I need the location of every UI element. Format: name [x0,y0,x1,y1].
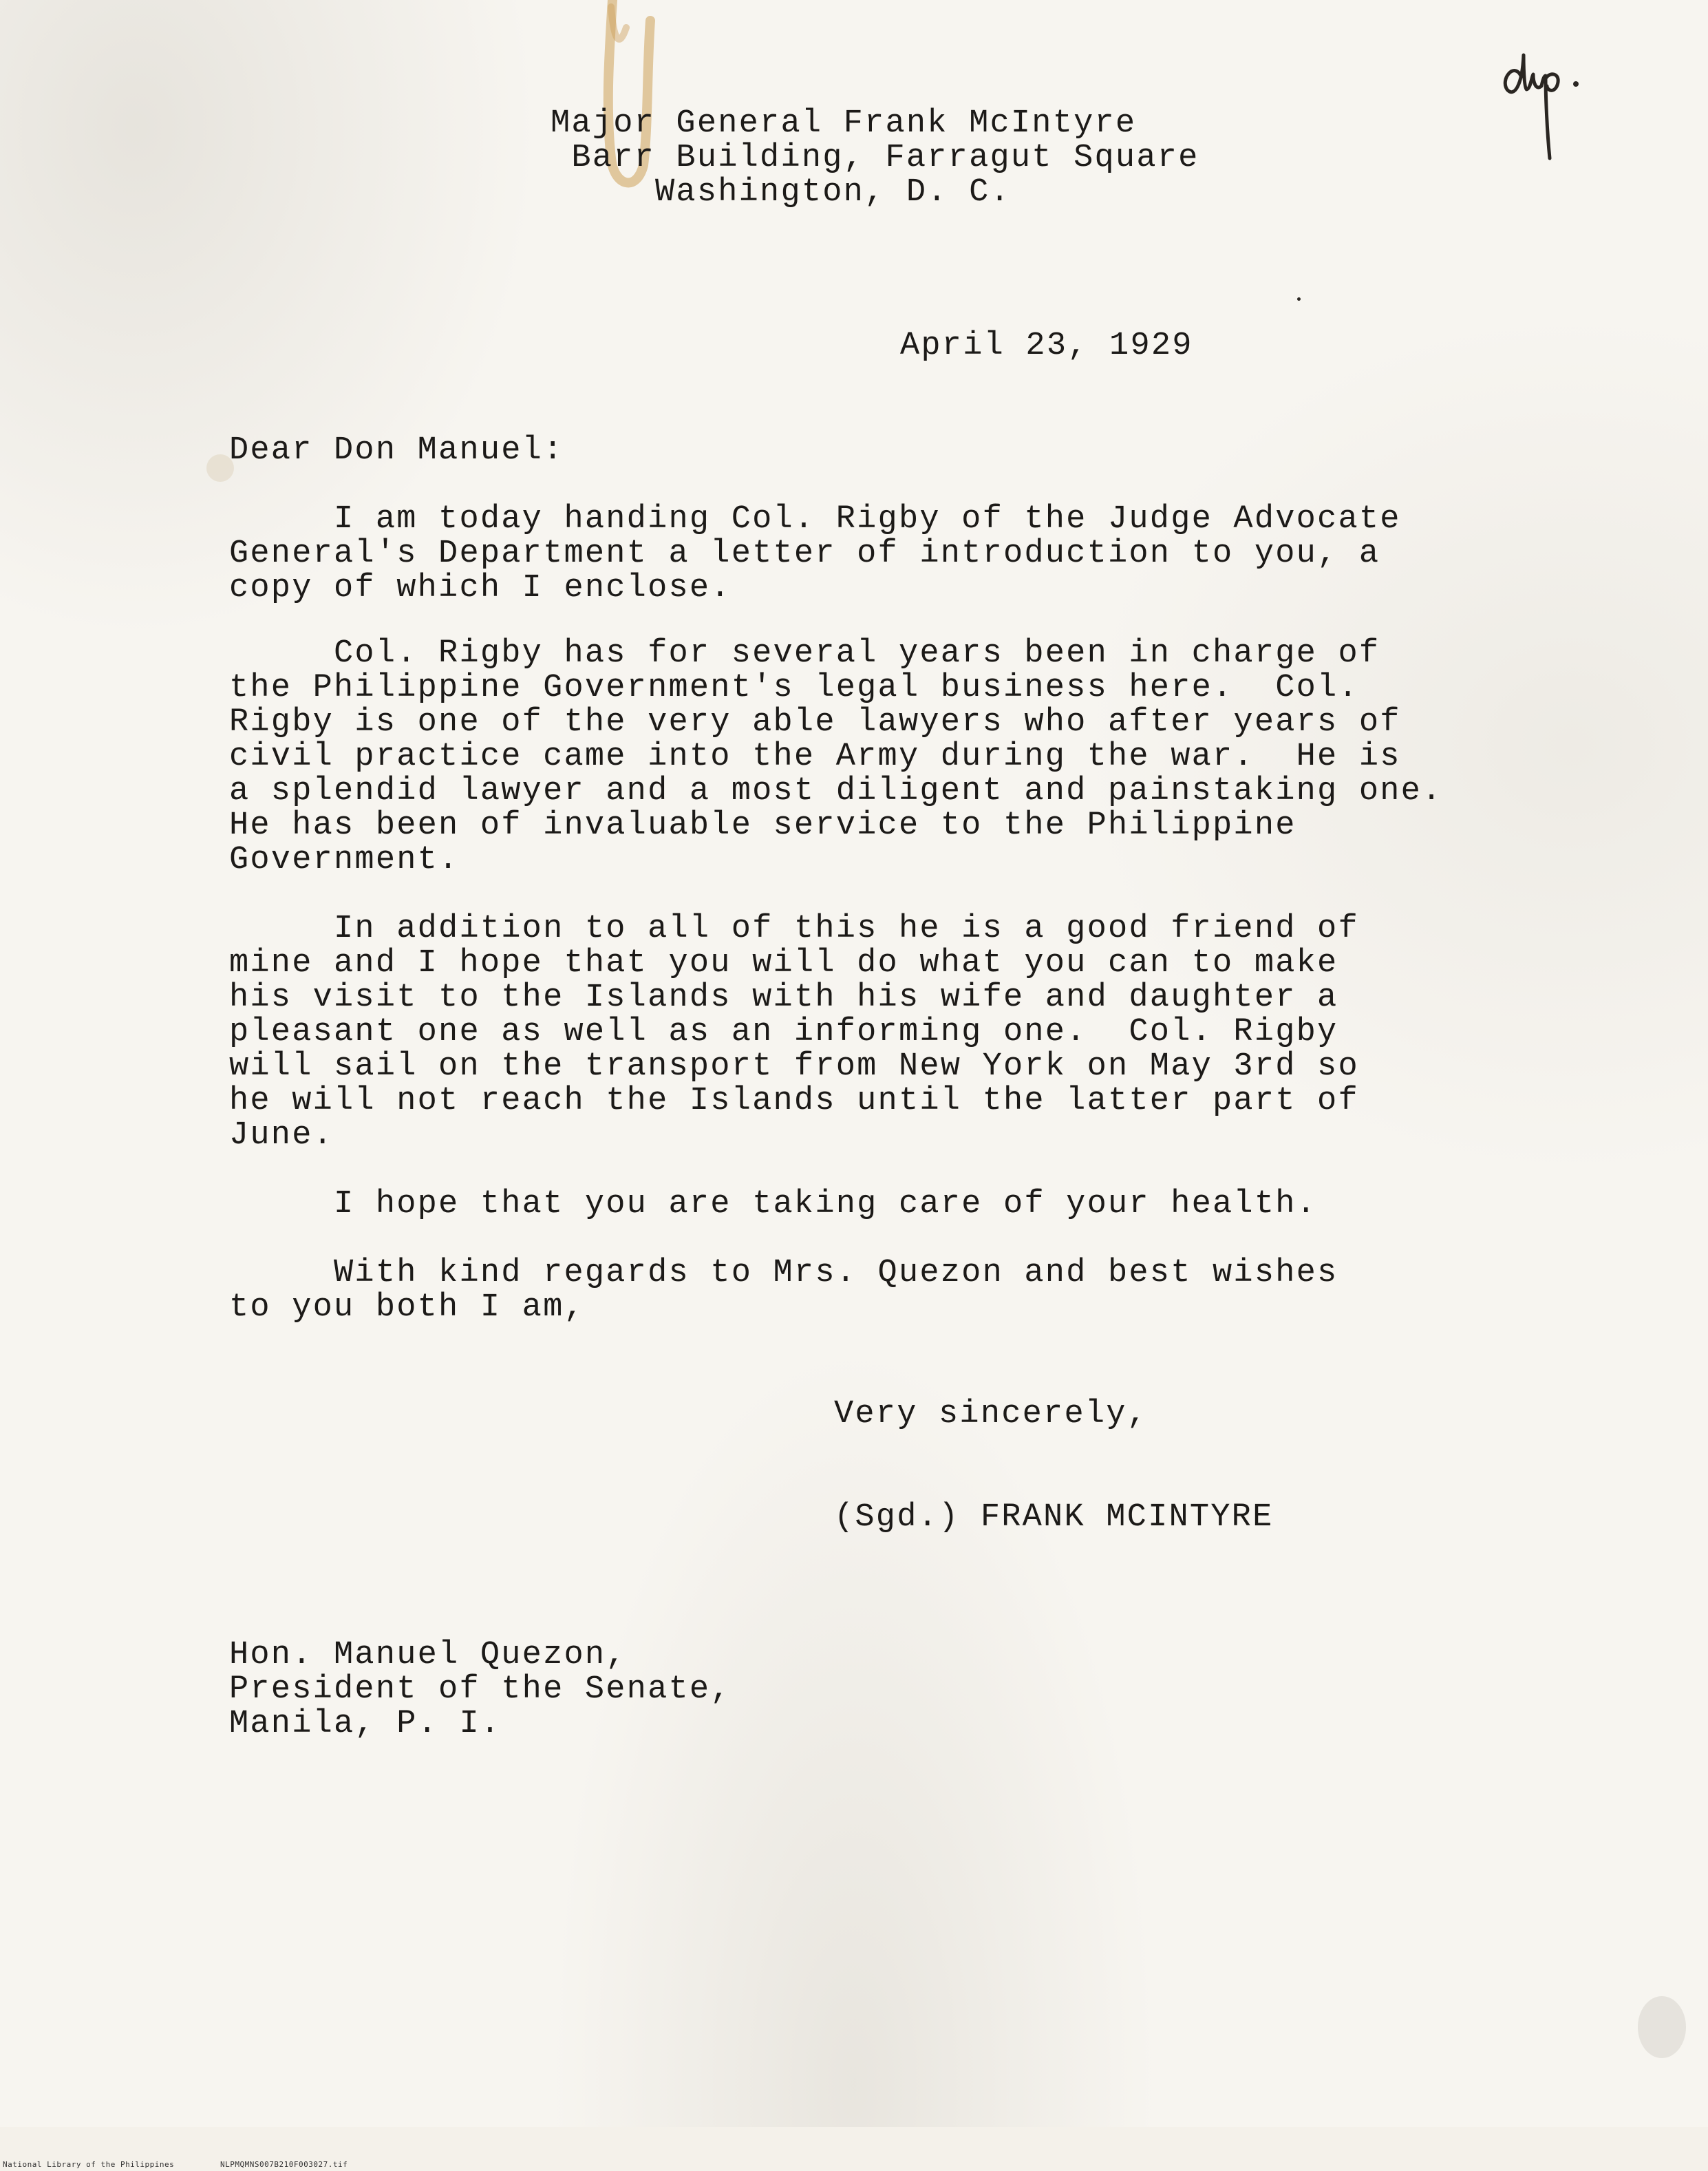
address-line-3: Manila, P. I. [229,1706,502,1742]
closing: Very sincerely, [834,1396,1149,1432]
ink-fleck [1297,297,1301,301]
body-paragraph-2: Col. Rigby has for several years been in charge of the Philippine Government's legal business here. Col. Rigby is one of the very able lawyers who after years of civil practice came into the Army during the war. He is a splendid lawyer and a most diligent and painstaking one. He has been of invaluable service to the Philippine Government. [229,635,1443,878]
body-paragraph-5: With kind regards to Mrs. Quezon and best wishes to you both I am, [229,1255,1338,1326]
body-paragraph-3: In addition to all of this he is a good friend of mine and I hope that you will do what you can to make his visit to the Islands with his wife and daughter a pleasant one as well as an informing one. Col. Rigby will sail on the transport from New York on May 3rd so he will not reach the Islands until the latter part of June. [229,911,1359,1154]
address-line-2: President of the Senate, [229,1671,732,1708]
paper-stain [1638,1996,1686,2058]
letterhead [551,107,1199,210]
letter-date: April 23, 1929 [900,328,1193,364]
address-line-1: Hon. Manuel Quezon, [229,1637,627,1673]
footer-archive-credit: National Library of the Philippines [3,2160,175,2169]
letterhead-line-1: Major General Frank McIntyre [551,105,1137,142]
letterhead-line-2: Barr Building, Farragut Square [551,140,1199,176]
footer-filename: NLPMQMNS007B210F003027.tif [220,2160,348,2169]
salutation: Dear Don Manuel: [229,432,564,469]
body-paragraph-4: I hope that you are taking care of your health. [229,1186,1318,1222]
letterhead-line-3: Washington, D. C. [551,174,1011,211]
signature: (Sgd.) FRANK MCINTYRE [834,1499,1274,1536]
handwritten-dup-note [1493,48,1603,165]
recipient-address [229,1638,732,1741]
body-paragraph-1: I am today handing Col. Rigby of the Judge Advocate General's Department a letter of introduction to you, a copy of which I enclose. [229,501,1401,606]
